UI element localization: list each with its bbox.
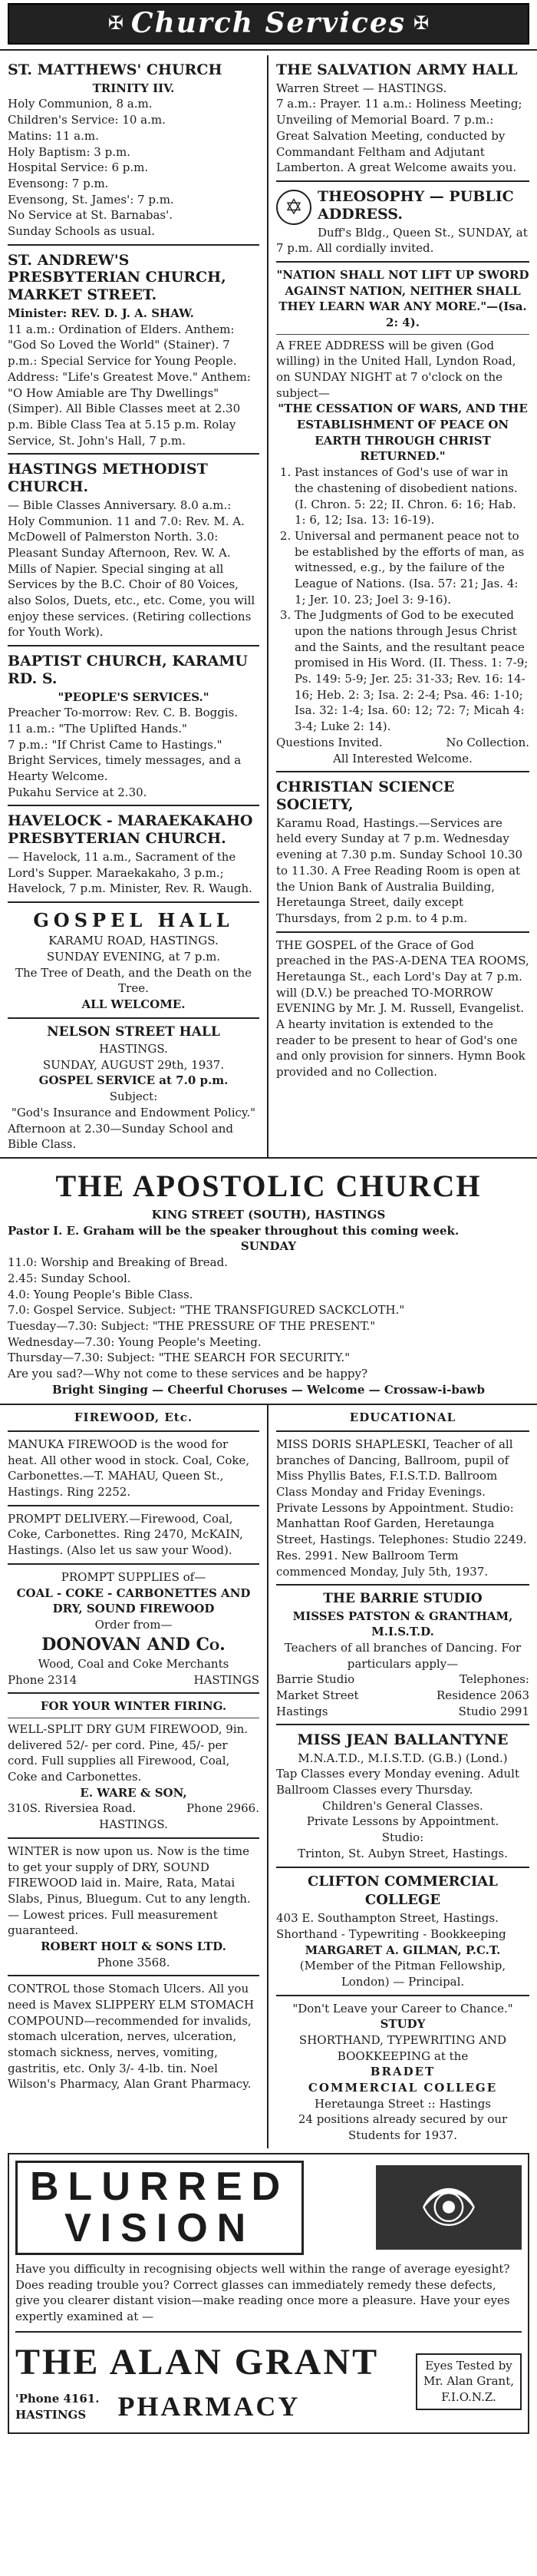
st-matthews-ad (8, 55, 259, 246)
donovan-phone: Phone 2314 (8, 1672, 77, 1687)
havelock-body: — Havelock, 11 a.m., Sacrament of the Lord's Supper. Maraekakaho, 3 p.m.; Havelock, 7 p.m. Minister, Rev. R. Waugh. (8, 850, 252, 896)
pasadena-body: THE GOSPEL of the Grace of God preached in the PAS-A-DENA TEA ROOMS, Heretaunga St., each Lord's Day at 7 p.m. will (D.V.) be preached TO-MORROW EVENING by Mr. J. M. Russell, Evangelist. A hearty invitation is extended to the reader to be present to hear of God's one and only provision for sinners. Hymn Book provided and no Collection. (276, 937, 529, 1080)
st-matthews-line: Hospital Service: 6 p.m. (8, 160, 149, 175)
barrie-c2a: Telephones: (460, 1672, 529, 1687)
ballantyne-l4: Trinton, St. Aubyn Street, Hastings. (298, 1846, 508, 1860)
classified-columns (0, 1405, 537, 2148)
nelson-street-afternoon: Afternoon at 2.30—Sunday School and Bible Class. (8, 1121, 234, 1152)
donovan-l1: PROMPT SUPPLIES of— (61, 1569, 206, 1584)
nation-subject: "THE CESSATION OF WARS, AND THE ESTABLISHMENT OF PEACE ON EARTH THROUGH CHRIST RETURNED." (278, 402, 528, 464)
barrie-c2b: Residence 2063 (436, 1688, 529, 1703)
barrie-contacts (276, 1672, 529, 1719)
manuka-ad (8, 1432, 259, 1506)
apostolic-line: Tuesday—7.30: Subject: "THE PRESSURE OF THE PRESENT." (8, 1318, 376, 1333)
control-ad (8, 1976, 259, 2097)
nelson-street-town: HASTINGS. (99, 1042, 168, 1057)
apostolic-pastor: Pastor I. E. Graham will be the speaker throughout this coming week. (8, 1223, 460, 1238)
theosophy-ad (276, 182, 529, 263)
apostolic-sunday: SUNDAY (240, 1239, 297, 1254)
clifton-title: CLIFTON COMMERCIAL COLLEGE (308, 1873, 498, 1909)
ballantyne-sub: M.N.A.T.D., M.I.S.T.D. (G.B.) (Lond.) (298, 1751, 508, 1765)
holt-name: ROBERT HOLT & SONS LTD. (41, 1939, 226, 1953)
educational-heading: EDUCATIONAL (276, 1405, 529, 1432)
eye-icon: 👁 (376, 2165, 522, 2250)
gospel-hall-title: GOSPEL HALL (33, 909, 234, 932)
bradet-ad (276, 1996, 529, 2148)
donovan-l2: COAL - COKE - CARBONETTES AND DRY, SOUND FIREWOOD (16, 1586, 251, 1616)
nation-free-address: A FREE ADDRESS will be given (God willing) in the United Hall, Lyndon Road, on SUNDAY NIGHT at 7 o'clock on the subject— (276, 338, 516, 400)
st-andrews-ad (8, 246, 259, 455)
gospel-hall-welcome: ALL WELCOME. (81, 997, 186, 1011)
apostolic-line: Are you sad?—Why not come to these services and be happy? (8, 1366, 368, 1381)
nelson-street-subject-label: Subject: (109, 1090, 158, 1104)
alan-grant-town: HASTINGS (15, 2407, 87, 2422)
firewood-heading: FIREWOOD, Etc. (8, 1405, 259, 1432)
nation-points (295, 465, 529, 735)
winter-footer (8, 1801, 259, 1817)
salvation-army-address: Warren Street — HASTINGS. (276, 81, 447, 95)
star-of-david-icon: ✡ (276, 190, 311, 225)
nelson-street-date: SUNDAY, AUGUST 29th, 1937. (42, 1057, 225, 1072)
vision-word: VISION (64, 2206, 255, 2251)
st-matthews-line: No Service at St. Barnabas'. (8, 208, 173, 223)
st-matthews-line: Evensong, St. James': 7 p.m. (8, 192, 174, 207)
theosophy-title: THEOSOPHY — PUBLIC ADDRESS. (318, 187, 514, 223)
donovan-ad (8, 1565, 259, 1694)
st-matthews-line: Holy Communion, 8 a.m. (8, 97, 153, 111)
alan-grant-pharmacy: PHARMACY (117, 2390, 301, 2422)
ballantyne-ad (276, 1725, 529, 1867)
christian-science-body: Karamu Road, Hastings.—Services are held every Sunday at 7 p.m. Wednesday evening at 7.30 p.m. Sunday School 10.30 to 11.30. A Free Reading Room is open at the Union Bank of Australia Building, Heretaunga Street, daily except Thursdays, from 2 p.m. to 4 p.m. (276, 815, 523, 925)
gospel-hall-topic: The Tree of Death, and the Death on the Tree. (15, 965, 252, 996)
apostolic-address: KING STREET (SOUTH), HASTINGS (151, 1208, 386, 1222)
gospel-hall-ad (8, 903, 259, 1019)
salvation-army-ad (276, 55, 529, 182)
shapleski-body: MISS DORIS SHAPLESKI, Teacher of all branches of Dancing, Ballroom, pupil of Miss Phyllis Bates, F.I.S.T.D. Ballroom Class Monday and Friday Evenings. Private Lessons by Appointment. Studio: Manhattan Roof Garden, Heretaunga Street, Hastings. Telephones: Studio 2249. Res. 2991. New Ballroom Term commenced Monday, July 5th, 1937. (276, 1437, 527, 1579)
alan-grant-phone: 'Phone 4161. (15, 2392, 100, 2406)
blurred-body: Have you difficulty in recognising objects well within the range of average eyesight? Does reading trouble you? Correct glasses can immediately remedy these defects, give you clearer distant vision—make reading once more a pleasure. Have your eyes expertly examined at — (15, 2261, 510, 2324)
baptist-line: 7 p.m.: "If Christ Came to Hastings." (8, 737, 222, 752)
methodist-ad (8, 455, 259, 646)
nation-point: 3. The Judgments of God to be executed upon the nations through Jesus Christ and the Saints, and the resultant peace promised in His Word. (II. Thess. 1: 7-9; Ps. 149: 5-9; Jer. 25: 31-33; Rev. 16: 14-16; Heb. 2: 3; Isa. 2: 2-4; Psa. 46: 1-10; Isa. 32: 1-4; Isa. 60: 12; 72: 7; Micah 4: 3-4; Luke 2: 14). (295, 607, 529, 735)
shapleski-ad (276, 1432, 529, 1586)
bradet-body: 24 positions already secured by our Students for 1937. (298, 2112, 508, 2143)
blurred-word: BLURRED (30, 2164, 290, 2209)
baptist-sub: "PEOPLE'S SERVICES." (58, 689, 209, 704)
nation-footer (276, 735, 529, 751)
blurred-vision-heading (15, 2161, 304, 2255)
ballantyne-l2: Private Lessons by Appointment. (306, 1814, 499, 1829)
nation-point: 2. Universal and permanent peace not to be established by the efforts of man, as witnessed, e.g., by the failure of the League of Nations. (Isa. 57: 21; Jas. 4: 1; Jer. 10. 23; Joel 3: 9-16). (295, 528, 529, 607)
nation-point: 1. Past instances of God's use of war in the chastening of disobedient nations. (I. Chron. 5: 22; II. Chron. 6: 16; Hab. 1: 6, 12; Isa. 13: 16-19). (295, 465, 529, 528)
apostolic-line: 4.0: Young People's Bible Class. (8, 1287, 193, 1301)
nation-quote: "NATION SHALL NOT LIFT UP SWORD AGAINST NATION, NEITHER SHALL THEY LEARN WAR ANY MORE."—(Isa. 2: 4). (276, 267, 529, 329)
barrie-body: Teachers of all branches of Dancing. For particulars apply— (284, 1641, 522, 1671)
havelock-ad (8, 806, 259, 903)
st-andrews-body: 11 a.m.: Ordination of Elders. Anthem: "God So Loved the World" (Stainer). 7 p.m.: Special Service for Young People. Address: "Life's Greatest Move." Anthem: "O How Amiable are Thy Dwellings" (Simper). All Bible Classes meet at 2.30 p.m. Bible Class Tea at 5.15 p.m. Rolay Service, St. John's Hall, 7 p.m. (8, 322, 251, 448)
donovan-l4: Wood, Coal and Coke Merchants (38, 1656, 229, 1671)
apostolic-line: Wednesday—7.30: Young People's Meeting. (8, 1334, 262, 1349)
donovan-town: HASTINGS (193, 1672, 259, 1687)
st-matthews-title: ST. MATTHEWS' CHURCH (8, 61, 222, 78)
st-matthews-line: Evensong: 7 p.m. (8, 176, 109, 190)
barrie-studio-ad (276, 1586, 529, 1725)
right-column (268, 55, 537, 1157)
st-matthews-line: Children's Service: 10 a.m. (8, 113, 166, 127)
bradet-quote: "Don't Leave your Career to Chance." (292, 2001, 513, 2015)
bradet-college: COMMERCIAL COLLEGE (308, 2081, 498, 2095)
barrie-c2c: Studio 2991 (458, 1704, 529, 1718)
clifton-name: MARGARET A. GILMAN, P.C.T. (305, 1943, 501, 1957)
ballantyne-body: Tap Classes every Monday evening. Adult Ballroom Classes every Thursday. (276, 1767, 519, 1797)
winter-phone: Phone 2966. (186, 1801, 259, 1816)
bradet-subjects: SHORTHAND, TYPEWRITING AND BOOKKEEPING at the (298, 2032, 507, 2063)
christian-science-ad (276, 772, 529, 932)
ballantyne-l1: Children's General Classes. (322, 1798, 483, 1813)
alan-grant-the: THE (15, 2341, 100, 2383)
christian-science-title: CHRISTIAN SCIENCE SOCIETY, (276, 779, 455, 813)
baptist-preacher: Preacher To-morrow: Rev. C. B. Boggis. (8, 706, 239, 720)
winter-now-ad (8, 1839, 259, 1977)
winter-body: WELL-SPLIT DRY GUM FIREWOOD, 9in. delivered 52/- per cord. Pine, 45/- per cord. Full supplies all Firewood, Coal, Coke and Carbonettes. (8, 1722, 249, 1784)
educational-column (268, 1405, 537, 2148)
donovan-l3: Order from— (94, 1617, 173, 1632)
apostolic-line: 2.45: Sunday School. (8, 1271, 131, 1285)
left-column (0, 55, 268, 1157)
barrie-sub: MISSES PATSTON & GRANTHAM, M.I.S.T.D. (292, 1609, 513, 1639)
theosophy-body: Duff's Bldg., Queen St., SUNDAY, at 7 p.m. All cordially invited. (276, 225, 528, 256)
donovan-footer (8, 1672, 259, 1688)
winter-addr: 310S. Riversiea Road. (8, 1801, 137, 1816)
barrie-c1a: Barrie Studio (276, 1672, 355, 1687)
methodist-body: — Bible Classes Anniversary. 8.0 a.m.: Holy Communion. 11 and 7.0: Rev. M. A. McDowell of Palmerston North. 3.0: Pleasant Sunday Afternoon, Rev. W. A. Mills of Napier. Special singing at all Services by the B.C. Choir of 80 Voices, also Solos, Duets, etc., etc. Come, you will enjoy these services. (Retiring collections for Youth Work). (8, 498, 255, 640)
holt-phone: Phone 3568. (97, 1955, 170, 1969)
winter-town: HASTINGS. (99, 1817, 168, 1832)
alan-grant-qual: F.I.O.N.Z. (441, 2390, 496, 2405)
havelock-title: HAVELOCK - MARAEKAKAHO PRESBYTERIAN CHURCH. (8, 812, 253, 848)
barrie-c1c: Hastings (276, 1704, 328, 1718)
st-matthews-line: Sunday Schools as usual. (8, 223, 155, 238)
apostolic-line: Thursday—7.30: Subject: "THE SEARCH FOR SECURITY." (8, 1351, 351, 1365)
salvation-army-title: THE SALVATION ARMY HALL (276, 61, 518, 78)
pasadena-ad (276, 933, 529, 1085)
prompt-body: PROMPT DELIVERY.—Firewood, Coal, Coke, Carbonettes. Ring 2470, McKAIN, Hastings. (Also let us saw your Wood). (8, 1511, 243, 1558)
ballantyne-title: MISS JEAN BALLANTYNE (297, 1731, 509, 1749)
st-matthews-sub: TRINITY IIV. (92, 81, 175, 95)
barrie-c1b: Market Street (276, 1688, 359, 1703)
control-body: CONTROL those Stomach Ulcers. All you need is Mavex SLIPPERY ELM STOMACH COMPOUND—recommended for invalids, stomach ulceration, nerves, ulceration, stomach sickness, nerves, vomiting, gastritis, etc. Only 3/- 4-lb. tin. Noel Wilson's Pharmacy, Alan Grant Pharmacy. (8, 1982, 255, 2092)
nelson-street-service: GOSPEL SERVICE at 7.0 p.m. (38, 1073, 229, 1088)
st-matthews-line: Holy Baptism: 3 p.m. (8, 144, 130, 159)
methodist-title: HASTINGS METHODIST CHURCH. (8, 461, 208, 496)
firewood-column (0, 1405, 268, 2148)
page (0, 3, 537, 2434)
baptist-ad (8, 646, 259, 806)
alan-grant-by: Mr. Alan Grant, (423, 2374, 514, 2389)
apostolic-church-ad (0, 1157, 537, 1405)
ballantyne-l3: Studio: (381, 1830, 424, 1845)
baptist-title: BAPTIST CHURCH, KARAMU RD. S. (8, 653, 248, 687)
nelson-street-subject: "God's Insurance and Endowment Policy." (11, 1105, 256, 1119)
apostolic-title: THE APOSTOLIC CHURCH (55, 1168, 482, 1203)
gospel-hall-address: KARAMU ROAD, HASTINGS. (48, 934, 219, 948)
alan-grant-title: ALAN GRANT (109, 2341, 380, 2383)
winter-firing-ad (8, 1694, 259, 1839)
church-services-banner (8, 3, 529, 45)
clifton-member: (Member of the Pitman Fellowship, London) — Principal. (299, 1959, 506, 1989)
winter-heading: FOR YOUR WINTER FIRING. (40, 1699, 227, 1714)
prompt-delivery-ad (8, 1506, 259, 1565)
banner-title: Church Services (130, 7, 407, 40)
apostolic-footer: Bright Singing — Cheerful Choruses — Welcome — Crossaw-i-bawb (52, 1382, 485, 1397)
st-andrews-minister: Minister: REV. D. J. A. SHAW. (8, 306, 194, 321)
barrie-title: THE BARRIE STUDIO (323, 1591, 483, 1607)
bradet-study: STUDY (380, 2017, 426, 2032)
baptist-line: Pukahu Service at 2.30. (8, 785, 147, 799)
st-matthews-line: Matins: 11 a.m. (8, 128, 99, 143)
nation-collection: No Collection. (446, 735, 529, 749)
apostolic-line: 7.0: Gospel Service. Subject: "THE TRANSFIGURED SACKCLOTH." (8, 1303, 405, 1318)
nelson-street-title: NELSON STREET HALL (47, 1023, 220, 1040)
salvation-army-body: 7 a.m.: Prayer. 11 a.m.: Holiness Meeting; Unveiling of Memorial Board. 7 p.m.: Great Salvation Meeting, conducted by Commandant Feltham and Adjutant Lamberton. A great Welcome awaits you. (276, 97, 522, 175)
alan-grant-name (15, 2337, 379, 2388)
services-columns (0, 55, 537, 1157)
nation-ad (276, 263, 529, 772)
nation-welcome: All Interested Welcome. (333, 751, 473, 766)
manuka-body: MANUKA FIREWOOD is the wood for heat. All other wood in stock. Coal, Coke, Carbonettes.—T. MAHAU, Queen St., Hastings. Ring 2252. (8, 1437, 250, 1500)
clifton-body: 403 E. Southampton Street, Hastings. Shorthand - Typewriting - Bookkeeping (276, 1911, 506, 1941)
baptist-line: 11 a.m.: "The Uplifted Hands." (8, 722, 187, 736)
nation-invited: Questions Invited. (276, 735, 383, 749)
bradet-name: BRADET (370, 2065, 436, 2079)
gospel-hall-when: SUNDAY EVENING, at 7 p.m. (46, 949, 221, 964)
bradet-addr: Heretaunga Street :: Hastings (314, 2096, 492, 2111)
clifton-ad (276, 1868, 529, 1996)
ornament-right-icon: ✠ (413, 12, 430, 35)
winter-now-body: WINTER is now upon us. Now is the time to get your supply of DRY, SOUND FIREWOOD laid in. Maire, Rata, Matai Slabs, Pinus, Bluegum. Cut to any length. — Lowest prices. Full measurement guaranteed. (8, 1844, 251, 1938)
alan-grant-pharmacy-ad (8, 2153, 529, 2434)
apostolic-line: 11.0: Worship and Breaking of Bread. (8, 1255, 228, 1270)
nelson-street-ad (8, 1019, 259, 1157)
baptist-line: Bright Services, timely messages, and a Hearty Welcome. (8, 753, 242, 784)
st-andrews-title: ST. ANDREW'S PRESBYTERIAN CHURCH, MARKET STREET. (8, 251, 226, 304)
donovan-name: DONOVAN AND Co. (41, 1634, 226, 1655)
winter-name: E. WARE & SON, (80, 1785, 187, 1800)
ornament-left-icon: ✠ (107, 12, 124, 35)
alan-grant-tested: Eyes Tested by (425, 2358, 512, 2373)
